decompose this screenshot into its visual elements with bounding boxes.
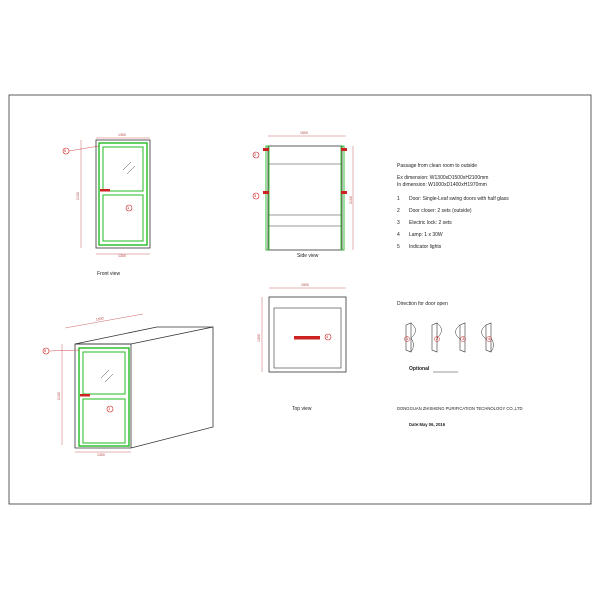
spec-title: Passage from clean room to outside bbox=[397, 163, 478, 169]
spec-item-1-num: 1 bbox=[397, 196, 400, 202]
spec-item-5-num: 5 bbox=[397, 244, 400, 250]
spec-item-5-text: Indicator lights bbox=[409, 244, 442, 250]
lamp-marker bbox=[294, 336, 320, 340]
top-callout-4-num: 4 bbox=[326, 334, 329, 339]
spec-item-2-text: Door closer: 2 sets (outside) bbox=[409, 208, 472, 214]
iso-dim-width: 1300 bbox=[97, 453, 105, 457]
side-dim-width: 1500 bbox=[300, 131, 308, 135]
door-direction-icons bbox=[405, 323, 494, 372]
front-dim-height: 2100 bbox=[76, 192, 80, 200]
iso-callout-5-num: 5 bbox=[44, 348, 47, 353]
door-option-3-num: 3 bbox=[462, 336, 465, 341]
side-view-label: Side view bbox=[297, 253, 319, 259]
spec-in-dimension: In dimension: W1000xD1400xH1970mm bbox=[397, 182, 487, 188]
spec-item-2-num: 2 bbox=[397, 208, 400, 214]
front-dim-width-top: 1300 bbox=[118, 133, 126, 137]
company-name: DONGGUAN ZHISHENG PURIFICATION TECHNOLOGY CO.,LTD bbox=[397, 406, 523, 411]
top-view-label: Top view bbox=[292, 406, 312, 412]
door-option-4-num: 4 bbox=[488, 336, 491, 341]
iso-view-drawing bbox=[43, 314, 213, 452]
side-dim-height: 2100 bbox=[349, 196, 353, 204]
front-view-label: Front view bbox=[97, 271, 121, 277]
iso-dim-depth: 1500 bbox=[95, 316, 104, 322]
iso-dim-height: 2100 bbox=[57, 392, 61, 400]
spec-item-4-num: 4 bbox=[397, 232, 400, 238]
door-option-2-num: 2 bbox=[436, 336, 439, 341]
spec-item-1-text: Door: Single-Leaf swing doors with half glass bbox=[409, 196, 509, 202]
side-callout-3-num: 3 bbox=[254, 193, 257, 198]
front-callout-5-num: 5 bbox=[64, 148, 67, 153]
iso-callout-1-num: 1 bbox=[108, 406, 111, 411]
top-dim-width: 1500 bbox=[301, 283, 309, 287]
door-direction-title: Direction for door open bbox=[397, 301, 448, 307]
drawing-date: Date:May 06, 2016 bbox=[409, 422, 446, 427]
spec-item-4-text: Lamp: 1 x 30W bbox=[409, 232, 443, 238]
spec-ex-dimension: Ex dimension: W1300xD1500xH2100mm bbox=[397, 175, 489, 181]
side-view-drawing bbox=[253, 136, 353, 250]
front-dim-width-bottom: 1300 bbox=[118, 254, 126, 258]
spec-item-3-num: 3 bbox=[397, 220, 400, 226]
door-option-1-num: 1 bbox=[406, 336, 409, 341]
top-view-drawing bbox=[262, 288, 346, 372]
front-callout-1-num: 1 bbox=[127, 205, 130, 210]
optional-label: Optional bbox=[409, 366, 430, 372]
side-callout-2-num: 2 bbox=[254, 152, 257, 157]
spec-item-3-text: Electric lock: 2 sets bbox=[409, 220, 452, 226]
top-dim-height: 1300 bbox=[257, 334, 261, 342]
